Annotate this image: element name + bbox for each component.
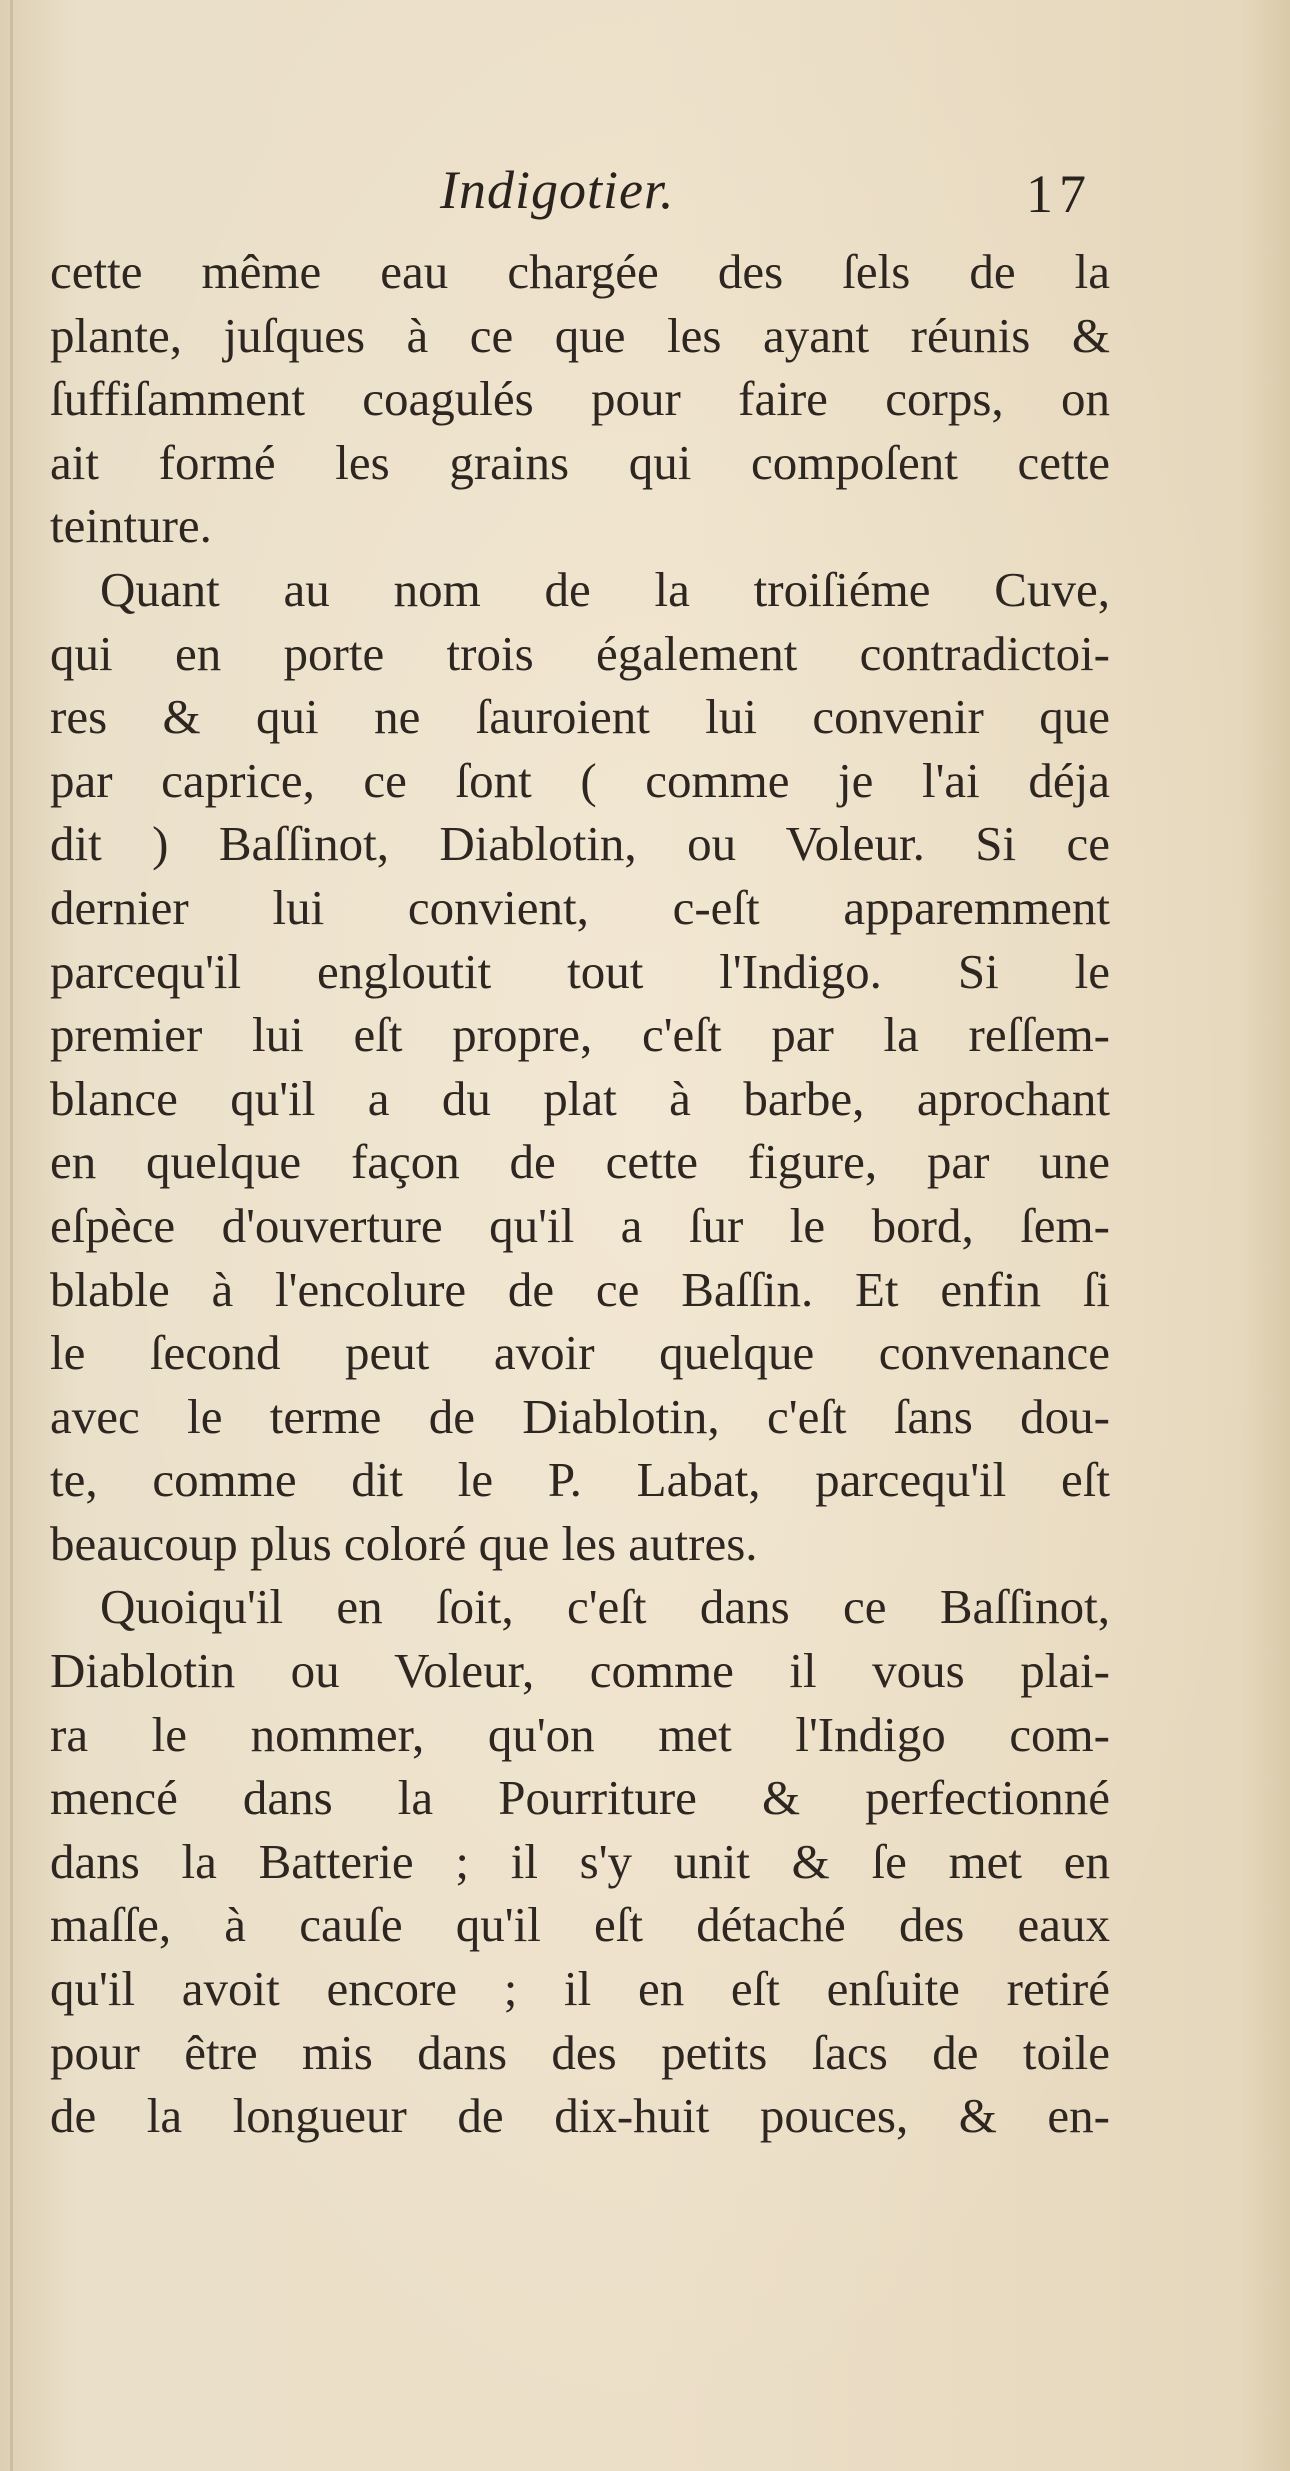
text-line: res & qui ne ſauroient lui convenir que (50, 689, 1110, 745)
text-line: de la longueur de dix-huit pouces, & en- (50, 2088, 1110, 2144)
text-line: maſſe, à cauſe qu'il eſt détaché des eaux (50, 1897, 1110, 1953)
page-header (0, 158, 1290, 228)
text-line: blable à l'encolure de ce Baſſin. Et enfin ſi (50, 1261, 1110, 1317)
text-line: avec le terme de Diablotin, c'eſt ſans dou- (50, 1388, 1110, 1444)
text-line: plante, juſques à ce que les ayant réunis & (50, 307, 1110, 363)
text-line: dernier lui convient, c-eſt apparemment (50, 879, 1110, 935)
text-line: ra le nommer, qu'on met l'Indigo com- (50, 1706, 1110, 1762)
text-line: qui en porte trois également contradictoi- (50, 625, 1110, 681)
text-line: qu'il avoit encore ; il en eſt enſuite retiré (50, 1961, 1110, 2017)
body-text (50, 240, 1110, 2148)
text-line: eſpèce d'ouverture qu'il a ſur le bord, ſem- (50, 1197, 1110, 1253)
text-line: dans la Batterie ; il s'y unit & ſe met en (50, 1833, 1110, 1889)
running-head: Indigotier. (440, 160, 675, 220)
text-line: Diablotin ou Voleur, comme il vous plai- (50, 1643, 1110, 1699)
text-line: teinture. (50, 498, 212, 554)
text-line: beaucoup plus coloré que les autres. (50, 1515, 758, 1571)
text-line: le ſecond peut avoir quelque convenance (50, 1325, 1110, 1381)
text-line: ait formé les grains qui compoſent cette (50, 434, 1110, 490)
text-line: parcequ'il engloutit tout l'Indigo. Si le (50, 943, 1110, 999)
text-line: cette même eau chargée des ſels de la (50, 244, 1110, 299)
text-line: pour être mis dans des petits ſacs de toile (50, 2024, 1110, 2080)
page-number: 17 (1026, 164, 1092, 224)
text-line: Quoiqu'il en ſoit, c'eſt dans ce Baſſinot, (100, 1579, 1110, 1635)
text-line: blance qu'il a du plat à barbe, aprochant (50, 1070, 1110, 1126)
text-line: mencé dans la Pourriture & perfectionné (50, 1770, 1110, 1826)
text-line: ſuffiſamment coagulés pour faire corps, on (50, 371, 1110, 427)
text-line: en quelque façon de cette figure, par une (50, 1134, 1110, 1190)
text-line: premier lui eſt propre, c'eſt par la reſſem- (50, 1007, 1110, 1063)
text-line: par caprice, ce ſont ( comme je l'ai déja (50, 752, 1110, 808)
text-line: Quant au nom de la troiſiéme Cuve, (100, 561, 1110, 617)
text-line: dit ) Baſſinot, Diablotin, ou Voleur. Si ce (50, 816, 1110, 872)
text-line: te, comme dit le P. Labat, parcequ'il eſt (50, 1452, 1110, 1508)
